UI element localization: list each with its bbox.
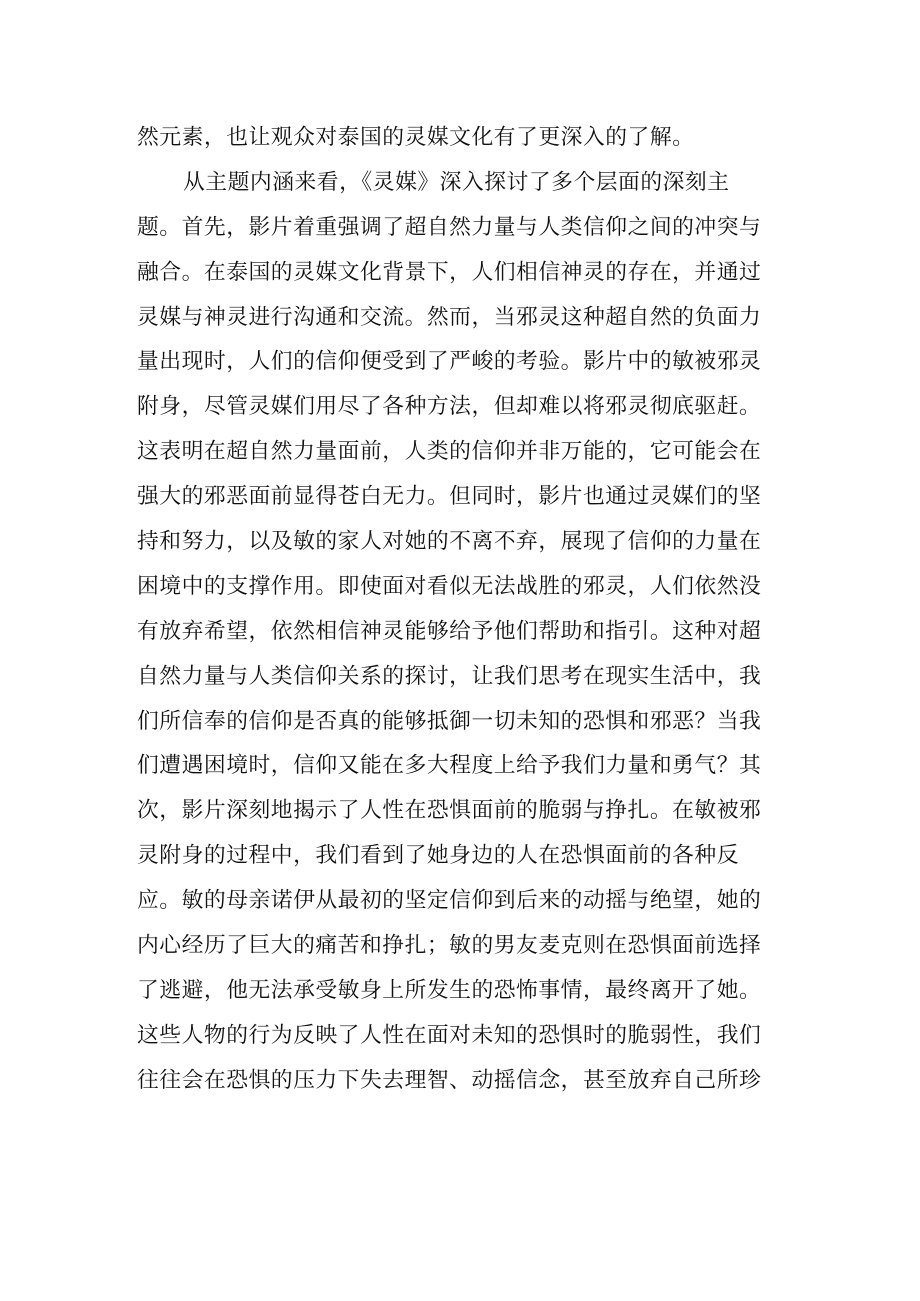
text-line: 这些人物的行为反映了人性在面对未知的恐惧时的脆弱性，我们 [137, 1022, 762, 1048]
text-line: 然元素，也让观众对泰国的灵媒文化有了更深入的了解。 [137, 125, 695, 150]
text-line: 困境中的支撑作用。即使面对看似无法战胜的邪灵，人们依然没 [137, 573, 762, 599]
text-line: 自然力量与人类信仰关系的探讨，让我们思考在现实生活中，我 [137, 663, 762, 689]
text-line: 量出现时，人们的信仰便受到了严峻的考验。影片中的敏被邪灵 [137, 349, 762, 375]
text-line: 应。敏的母亲诺伊从最初的坚定信仰到后来的动摇与绝望，她的 [137, 888, 762, 914]
paragraph-start-line: 从主题内涵来看，《灵媒》深入探讨了多个层面的深刻主 [183, 169, 730, 195]
text-line: 附身，尽管灵媒们用尽了各种方法，但却难以将邪灵彻底驱赶。 [137, 394, 762, 420]
text-line: 们所信奉的信仰是否真的能够抵御一切未知的恐惧和邪恶？当我 [137, 708, 762, 734]
text-line: 持和努力，以及敏的家人对她的不离不弃，展现了信仰的力量在 [137, 529, 762, 555]
text-line: 融合。在泰国的灵媒文化背景下，人们相信神灵的存在，并通过 [137, 259, 762, 285]
text-line: 灵附身的过程中，我们看到了她身边的人在恐惧面前的各种反 [137, 843, 740, 869]
text-line: 题。首先，影片着重强调了超自然力量与人类信仰之间的冲突与 [137, 214, 762, 240]
text-line: 这表明在超自然力量面前，人类的信仰并非万能的，它可能会在 [137, 439, 762, 465]
text-line: 次，影片深刻地揭示了人性在恐惧面前的脆弱与挣扎。在敏被邪 [137, 798, 762, 824]
body-text [137, 116, 793, 1104]
text-line: 往往会在恐惧的压力下失去理智、动摇信念，甚至放弃自己所珍 [137, 1067, 762, 1093]
text-line: 灵媒与神灵进行沟通和交流。然而，当邪灵这种超自然的负面力 [137, 304, 762, 330]
text-line: 有放弃希望，依然相信神灵能够给予他们帮助和指引。这种对超 [137, 618, 762, 644]
text-line: 强大的邪恶面前显得苍白无力。但同时，影片也通过灵媒们的坚 [137, 484, 762, 510]
text-line: 们遭遇困境时，信仰又能在多大程度上给予我们力量和勇气？其 [137, 753, 762, 779]
text-line: 了逃避，他无法承受敏身上所发生的恐怖事情，最终离开了她。 [137, 977, 762, 1003]
text-line: 内心经历了巨大的痛苦和挣扎；敏的男友麦克则在恐惧面前选择 [137, 933, 762, 959]
